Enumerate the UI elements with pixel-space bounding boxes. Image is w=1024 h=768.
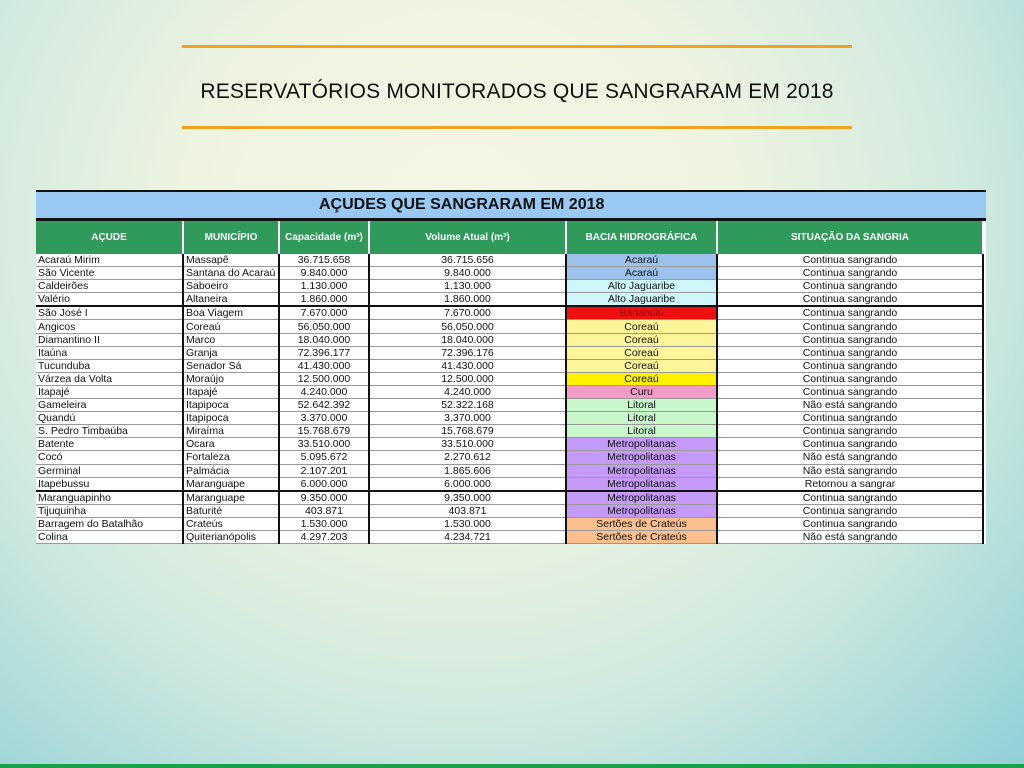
table-title: AÇUDES QUE SANGRARAM EM 2018 <box>36 190 986 221</box>
reservoir-name: Angicos <box>36 320 183 333</box>
basin: Acaraú <box>566 267 717 280</box>
overflow-status: Continua sangrando <box>717 372 983 385</box>
reservoir-name: Tijuquinha <box>36 504 183 517</box>
capacity: 1.860.000 <box>279 293 369 307</box>
capacity: 15.768.679 <box>279 425 369 438</box>
table-row <box>36 530 983 543</box>
overflow-status: Não está sangrando <box>717 399 983 412</box>
reservoir-name: Várzea da Volta <box>36 372 183 385</box>
municipality: Quiterianópolis <box>183 530 279 543</box>
reservoir-name: Itaúna <box>36 346 183 359</box>
overflow-status: Continua sangrando <box>717 438 983 451</box>
bottom-rule <box>182 126 852 129</box>
reservoir-name: Barragem do Batalhão <box>36 517 183 530</box>
current-volume: 12.500.000 <box>369 372 566 385</box>
capacity: 403.871 <box>279 504 369 517</box>
table-row <box>36 517 983 530</box>
reservoir-name: São José I <box>36 306 183 320</box>
current-volume: 18.040.000 <box>369 333 566 346</box>
current-volume: 2.270.612 <box>369 451 566 464</box>
overflow-status: Não está sangrando <box>717 530 983 543</box>
table-row <box>36 359 983 372</box>
table-row <box>36 451 983 464</box>
overflow-status: Continua sangrando <box>717 359 983 372</box>
reservoir-name: Colina <box>36 530 183 543</box>
current-volume: 9.840.000 <box>369 267 566 280</box>
table-row <box>36 438 983 451</box>
table-row <box>36 306 983 320</box>
reservoir-name: Acaraú Mirim <box>36 254 183 267</box>
municipality: Itapipoca <box>183 399 279 412</box>
municipality: Massapê <box>183 254 279 267</box>
column-header: Volume Atual (m³) <box>369 221 566 254</box>
basin: Litoral <box>566 412 717 425</box>
column-header: Capacidade (m³) <box>279 221 369 254</box>
table-row <box>36 412 983 425</box>
reservoir-name: Valério <box>36 293 183 307</box>
table-row <box>36 254 983 267</box>
capacity: 41.430.000 <box>279 359 369 372</box>
current-volume: 72.396.176 <box>369 346 566 359</box>
table-row <box>36 477 983 491</box>
reservoir-name: Batente <box>36 438 183 451</box>
overflow-status: Continua sangrando <box>717 491 983 505</box>
overflow-status: Continua sangrando <box>717 254 983 267</box>
overflow-status: Não está sangrando <box>717 464 983 477</box>
capacity: 9.350.000 <box>279 491 369 505</box>
municipality: Santana do Acaraú <box>183 267 279 280</box>
table-row <box>36 346 983 359</box>
current-volume: 15.768.679 <box>369 425 566 438</box>
basin: Sertões de Crateús <box>566 517 717 530</box>
table-row <box>36 491 983 505</box>
basin: Coreaú <box>566 359 717 372</box>
basin: Metropolitanas <box>566 438 717 451</box>
bottom-bar <box>0 764 1024 768</box>
overflow-status: Continua sangrando <box>717 412 983 425</box>
capacity: 2.107.201 <box>279 464 369 477</box>
column-header: SITUAÇÃO DA SANGRIA <box>717 221 983 254</box>
capacity: 5.095.672 <box>279 451 369 464</box>
basin: Litoral <box>566 399 717 412</box>
municipality: Boa Viagem <box>183 306 279 320</box>
overflow-status: Continua sangrando <box>717 504 983 517</box>
reservoir-name: Caldeirões <box>36 280 183 293</box>
municipality: Baturité <box>183 504 279 517</box>
capacity: 52.642.392 <box>279 399 369 412</box>
municipality: Coreaú <box>183 320 279 333</box>
municipality: Crateús <box>183 517 279 530</box>
municipality: Miraíma <box>183 425 279 438</box>
reservoir-name: Diamantino II <box>36 333 183 346</box>
current-volume: 6.000.000 <box>369 477 566 491</box>
current-volume: 9.350.000 <box>369 491 566 505</box>
basin: Metropolitanas <box>566 491 717 505</box>
capacity: 3.370.000 <box>279 412 369 425</box>
current-volume: 1.130.000 <box>369 280 566 293</box>
capacity: 9.840.000 <box>279 267 369 280</box>
basin: Metropolitanas <box>566 464 717 477</box>
column-header: AÇUDE <box>36 221 183 254</box>
current-volume: 52.322.168 <box>369 399 566 412</box>
capacity: 36.715.658 <box>279 254 369 267</box>
overflow-status: Não está sangrando <box>717 451 983 464</box>
basin: Acaraú <box>566 254 717 267</box>
table-row <box>36 320 983 333</box>
current-volume: 4.240.000 <box>369 385 566 398</box>
current-volume: 1.865.606 <box>369 464 566 477</box>
table-row <box>36 372 983 385</box>
overflow-status: Continua sangrando <box>717 425 983 438</box>
capacity: 12.500.000 <box>279 372 369 385</box>
municipality: Ocara <box>183 438 279 451</box>
overflow-status: Continua sangrando <box>717 306 983 320</box>
basin: Metropolitanas <box>566 451 717 464</box>
table-row <box>36 280 983 293</box>
municipality: Maranguape <box>183 477 279 491</box>
table-header-row <box>36 221 983 254</box>
table-row <box>36 267 983 280</box>
basin: Metropolitanas <box>566 477 717 491</box>
municipality: Fortaleza <box>183 451 279 464</box>
municipality: Marco <box>183 333 279 346</box>
reservoir-name: Itapajé <box>36 385 183 398</box>
municipality: Palmácia <box>183 464 279 477</box>
reservoir-name: S. Pedro Timbaúba <box>36 425 183 438</box>
capacity: 6.000.000 <box>279 477 369 491</box>
overflow-status: Continua sangrando <box>717 385 983 398</box>
reservoir-name: Gameleira <box>36 399 183 412</box>
municipality: Maranguape <box>183 491 279 505</box>
municipality: Senador Sá <box>183 359 279 372</box>
municipality: Altaneira <box>183 293 279 307</box>
municipality: Itapipoca <box>183 412 279 425</box>
capacity: 4.297.203 <box>279 530 369 543</box>
overflow-status: Continua sangrando <box>717 320 983 333</box>
slide-title: RESERVATÓRIOS MONITORADOS QUE SANGRARAM EM 2018 <box>200 80 834 103</box>
reservoir-name: Quandú <box>36 412 183 425</box>
capacity: 18.040.000 <box>279 333 369 346</box>
reservoir-name: Itapebussu <box>36 477 183 491</box>
table-row <box>36 464 983 477</box>
overflow-status: Continua sangrando <box>717 517 983 530</box>
municipality: Moraújo <box>183 372 279 385</box>
current-volume: 3.370.000 <box>369 412 566 425</box>
basin: Sertões de Crateús <box>566 530 717 543</box>
overflow-status: Retornou a sangrar <box>717 477 983 491</box>
current-volume: 36.715.656 <box>369 254 566 267</box>
municipality: Granja <box>183 346 279 359</box>
capacity: 33.510.000 <box>279 438 369 451</box>
overflow-status: Continua sangrando <box>717 333 983 346</box>
current-volume: 1.860.000 <box>369 293 566 307</box>
reservoirs-table <box>36 190 986 544</box>
current-volume: 4.234.721 <box>369 530 566 543</box>
column-header: MUNICÍPIO <box>183 221 279 254</box>
current-volume: 1.530.000 <box>369 517 566 530</box>
capacity: 56.050.000 <box>279 320 369 333</box>
overflow-status: Continua sangrando <box>717 293 983 307</box>
table-row <box>36 293 983 307</box>
table-row <box>36 399 983 412</box>
overflow-status: Continua sangrando <box>717 280 983 293</box>
reservoir-name: São Vicente <box>36 267 183 280</box>
overflow-status: Continua sangrando <box>717 267 983 280</box>
capacity: 1.130.000 <box>279 280 369 293</box>
capacity: 7.670.000 <box>279 306 369 320</box>
basin: Banabuiú <box>566 306 717 320</box>
reservoir-name: Maranguapinho <box>36 491 183 505</box>
municipality: Itapajé <box>183 385 279 398</box>
capacity: 72.396.177 <box>279 346 369 359</box>
basin: Coreaú <box>566 333 717 346</box>
reservoir-name: Cocó <box>36 451 183 464</box>
current-volume: 403.871 <box>369 504 566 517</box>
current-volume: 7.670.000 <box>369 306 566 320</box>
table-row <box>36 425 983 438</box>
overflow-status: Continua sangrando <box>717 346 983 359</box>
basin: Curu <box>566 385 717 398</box>
basin: Alto Jaguaribe <box>566 293 717 307</box>
table-row <box>36 385 983 398</box>
table-row <box>36 504 983 517</box>
current-volume: 56.050.000 <box>369 320 566 333</box>
table-row <box>36 333 983 346</box>
capacity: 4.240.000 <box>279 385 369 398</box>
basin: Alto Jaguaribe <box>566 280 717 293</box>
reservoir-name: Tucunduba <box>36 359 183 372</box>
current-volume: 33.510.000 <box>369 438 566 451</box>
top-rule <box>182 45 852 48</box>
basin: Litoral <box>566 425 717 438</box>
basin: Coreaú <box>566 320 717 333</box>
current-volume: 41.430.000 <box>369 359 566 372</box>
column-header: BACIA HIDROGRÁFICA <box>566 221 717 254</box>
basin: Metropolitanas <box>566 504 717 517</box>
capacity: 1.530.000 <box>279 517 369 530</box>
basin: Coreaú <box>566 372 717 385</box>
municipality: Saboeiro <box>183 280 279 293</box>
basin: Coreaú <box>566 346 717 359</box>
reservoir-name: Germinal <box>36 464 183 477</box>
